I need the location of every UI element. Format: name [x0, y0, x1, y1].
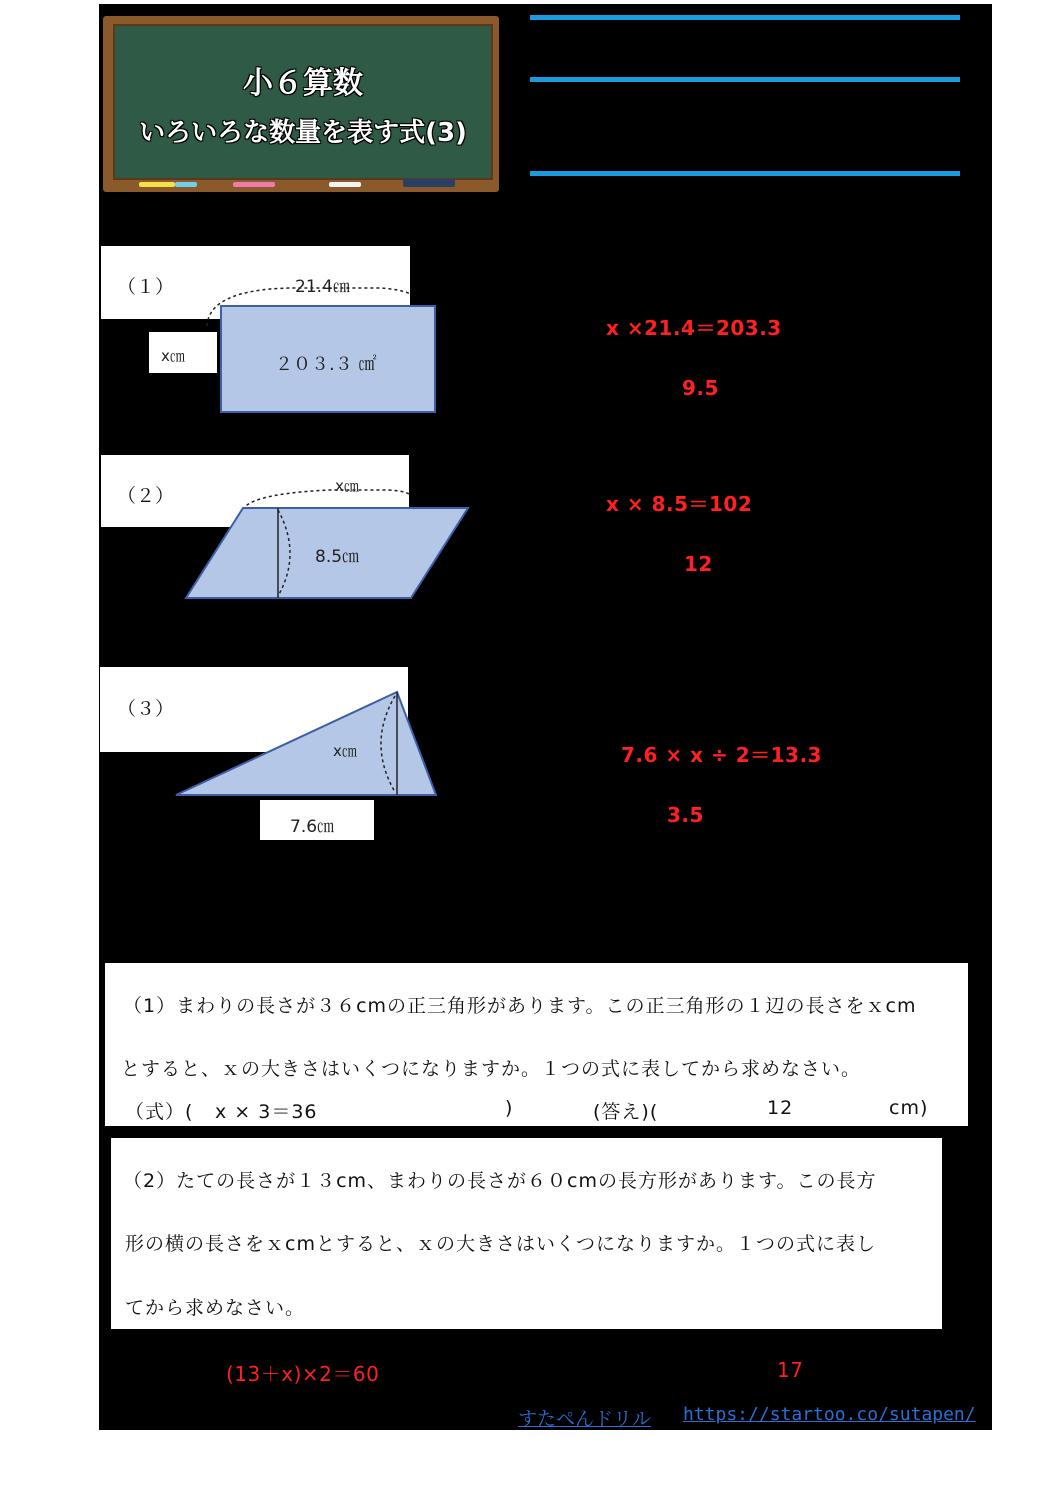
figure-1-answer-equation: x ×21.4＝203.3 — [606, 316, 782, 340]
answer-prefix: (答え)( — [593, 1101, 659, 1123]
answer-value: 12 — [767, 1097, 794, 1119]
figure-3-answer-value: 3.5 — [667, 803, 704, 827]
figure-2-height-label: 8.5㎝ — [315, 547, 360, 567]
chalk-cyan — [175, 182, 197, 187]
word-problem-2-line-1: （2）たての長さが１３cm、まわりの長さが６０cmの長方形があります。この長方 — [123, 1170, 877, 1192]
name-line-3 — [530, 171, 960, 176]
word-problem-2 — [111, 1138, 942, 1329]
figure-1-drawing — [99, 244, 519, 424]
answer-unit: cm) — [889, 1097, 929, 1119]
chalkboard — [103, 16, 499, 192]
figure-2-drawing — [99, 464, 519, 614]
figure-3-number: （３） — [117, 698, 175, 720]
eraser — [403, 179, 455, 187]
figure-1-answer-value: 9.5 — [682, 376, 719, 400]
figure-3-height-label: x㎝ — [333, 742, 357, 760]
worksheet-page — [99, 4, 992, 1430]
formula-prefix: （式）( — [125, 1101, 194, 1123]
formula-suffix: ) — [505, 1097, 514, 1119]
formula-answer: x × 3＝36 — [215, 1101, 318, 1123]
figure-3-answer-equation: 7.6 × x ÷ 2＝13.3 — [621, 743, 822, 767]
figure-2-top-label: x㎝ — [335, 477, 359, 495]
word-problem-2-formula-answer: (13＋x)×2＝60 — [226, 1362, 380, 1386]
brand-link[interactable]: すたぺんドリル — [518, 1408, 652, 1430]
chalkboard-surface — [113, 24, 493, 180]
chalk-pink — [233, 182, 275, 187]
figure-2-answer-value: 12 — [684, 552, 713, 576]
word-problem-2-line-3: てから求めなさい。 — [125, 1297, 306, 1319]
grade-title: 小６算数 — [243, 66, 363, 101]
word-problem-1-line-1: （1）まわりの長さが３６cmの正三角形があります。この正三角形の１辺の長さをｘcm — [123, 995, 917, 1017]
word-problem-2-line-2: 形の横の長さをｘcmとすると、ｘの大きさはいくつになりますか。１つの式に表し — [125, 1233, 876, 1255]
figure-3-drawing — [99, 684, 519, 814]
worksheet-title: いろいろな数量を表す式(3) — [139, 118, 467, 148]
word-problem-2-answer-value: 17 — [777, 1358, 804, 1382]
figure-1-area-label: ２０３.３ ㎠ — [275, 354, 377, 375]
word-problem-1-line-2: とすると、ｘの大きさはいくつになりますか。１つの式に表してから求めなさい。 — [121, 1058, 862, 1080]
figure-2-number: （２） — [117, 485, 175, 507]
figure-1-side-label: x㎝ — [161, 347, 185, 365]
word-problem-1 — [105, 963, 968, 1126]
figure-1-top-label: 21.4㎝ — [295, 277, 350, 297]
name-line-1 — [530, 15, 960, 20]
chalk-yellow — [139, 182, 175, 187]
name-line-2 — [530, 77, 960, 82]
url-link[interactable]: https://startoo.co/sutapen/ — [683, 1404, 976, 1425]
figure-1-number: （１） — [117, 276, 175, 298]
figure-2-answer-equation: x × 8.5＝102 — [606, 492, 753, 516]
chalk-white — [329, 182, 361, 187]
figure-3-base-label: 7.6㎝ — [290, 817, 335, 837]
